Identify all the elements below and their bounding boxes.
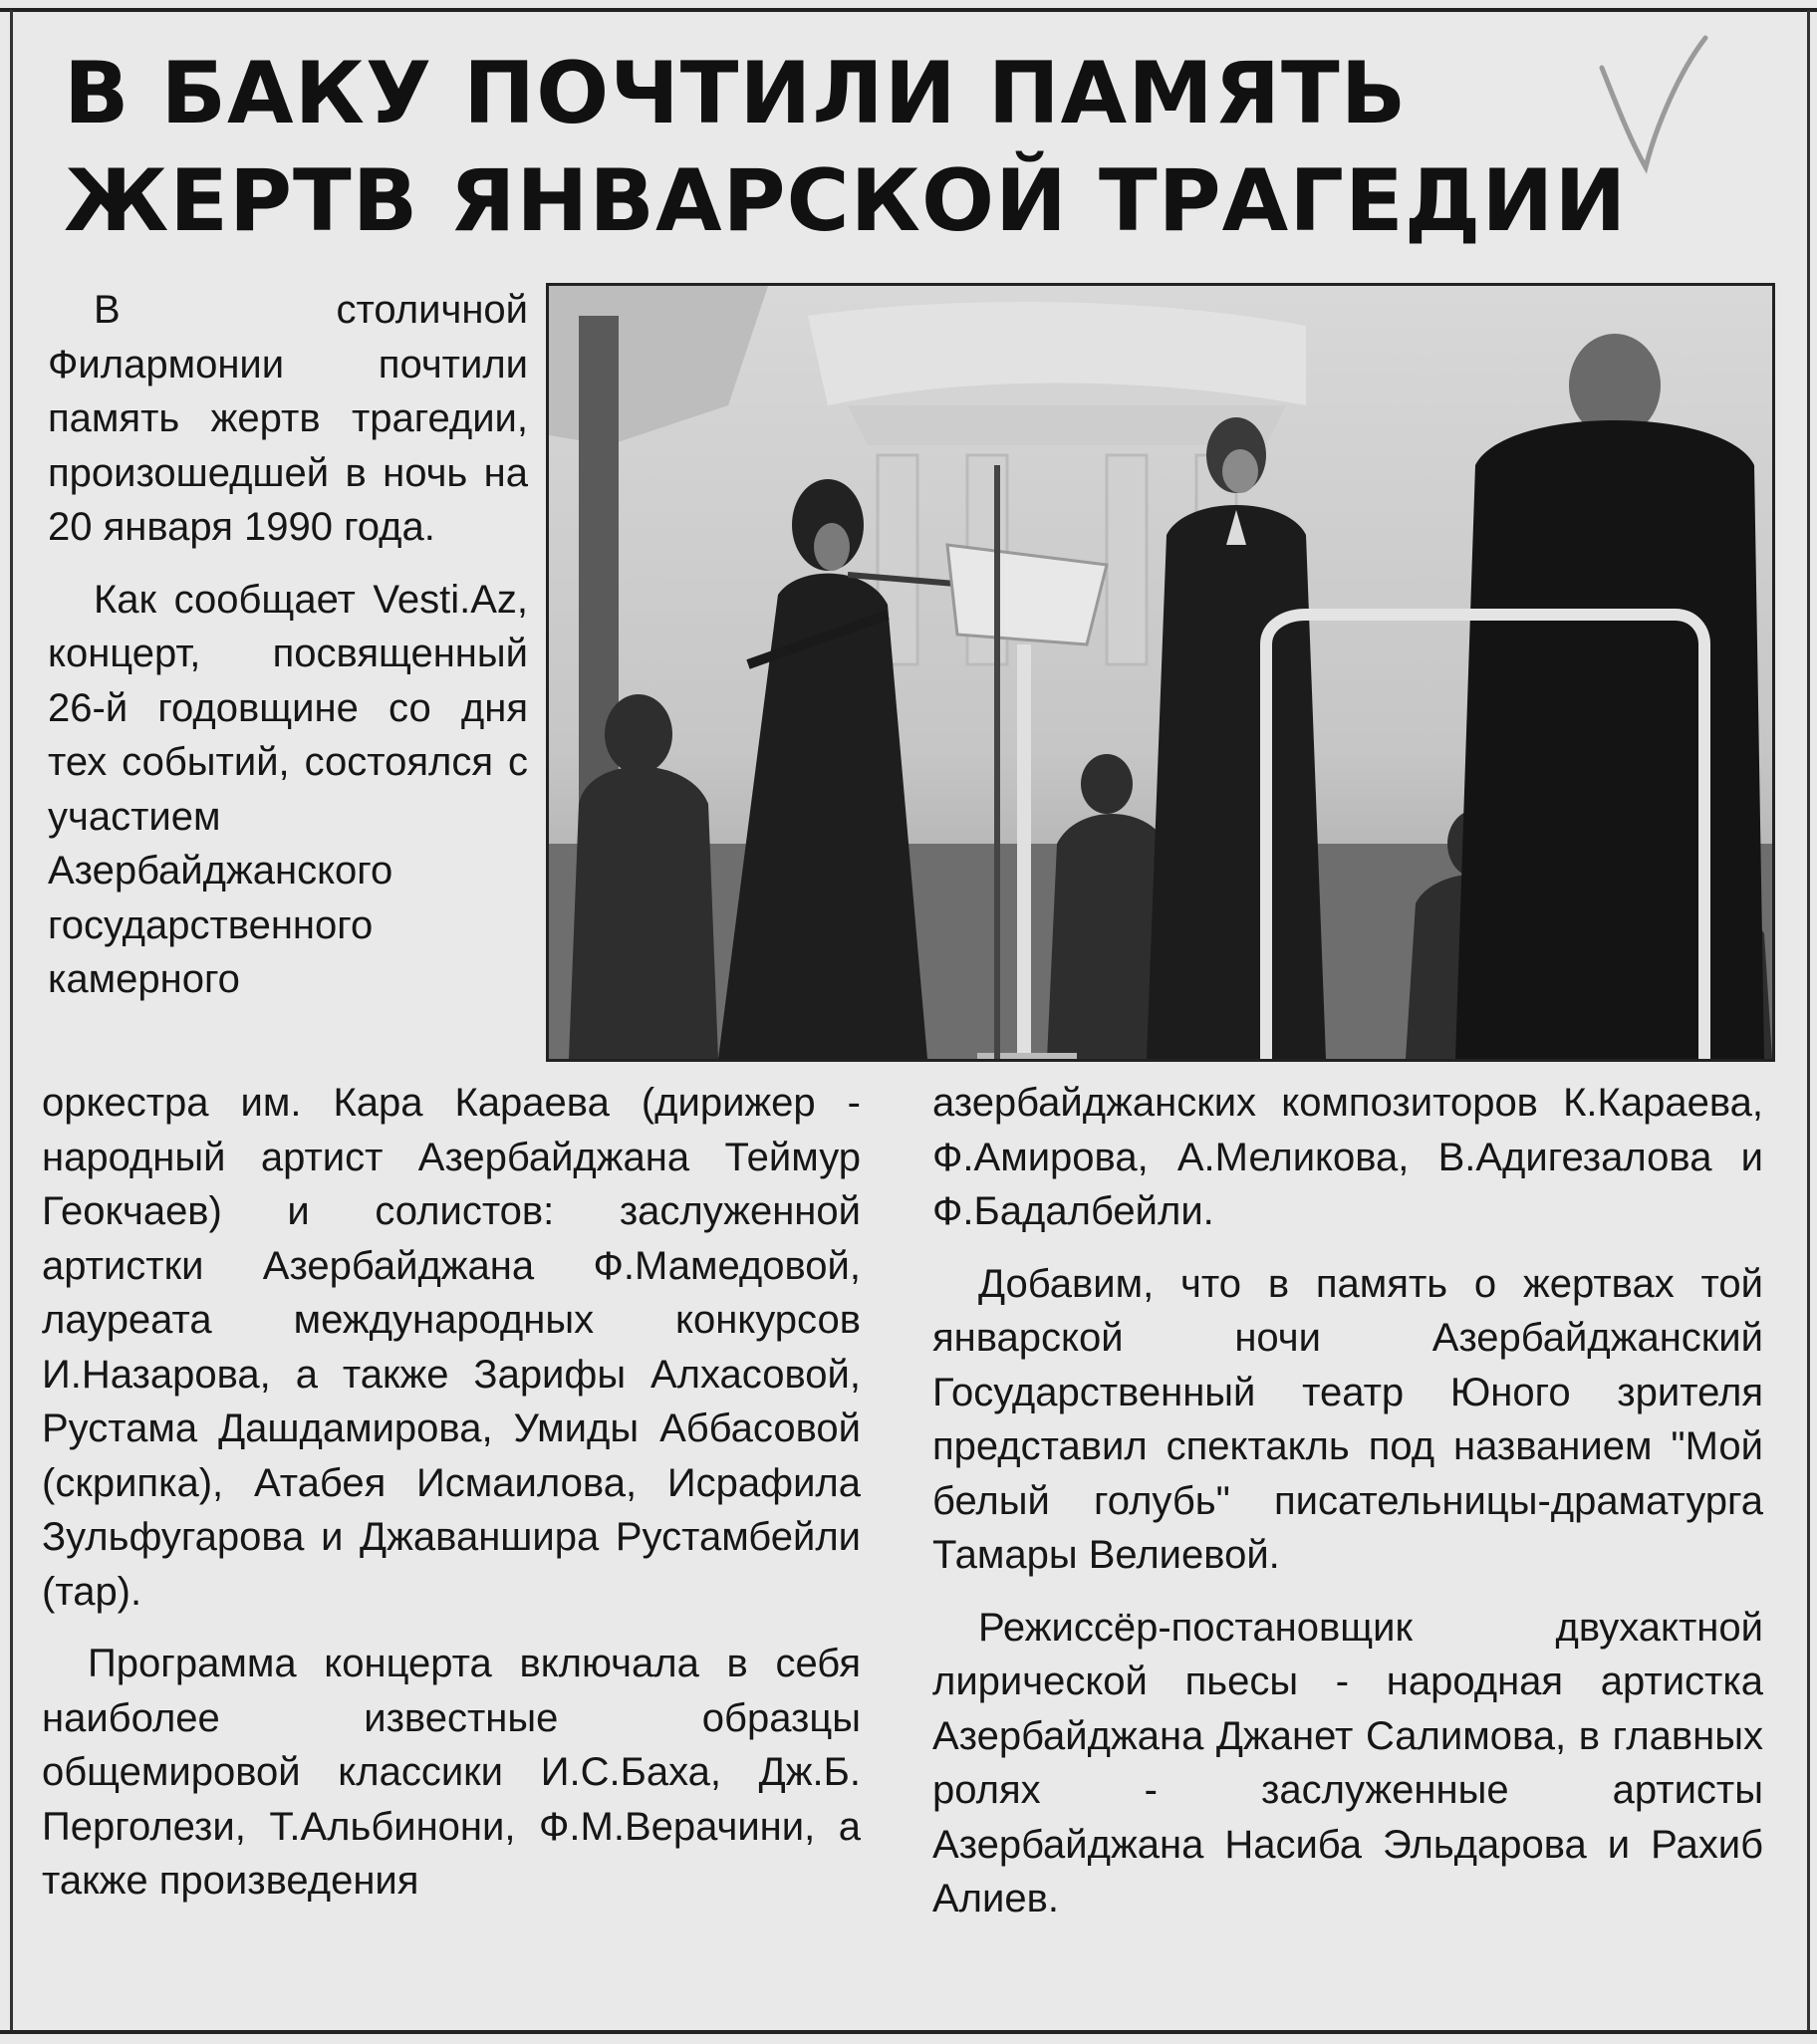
column-left-top [48, 283, 528, 1007]
top-rule [0, 8, 1817, 12]
paragraph-director: Режиссёр-постановщик двухактной лирической пьесы - народная артистка Азербайджана Джанет Салимова, в главных ролях - заслуженные артисты Азербайджана Насиба Эльдарова и Рахиб Алиев. [932, 1605, 1763, 1920]
paragraph-concert-start: Как сообщает Vesti.Az, концерт, посвященный 26-й годовщине со дня тех событий, состоялся с участием Азербайджанского государственного камерного [48, 577, 528, 1001]
paragraph-theatre: Добавим, что в память о жертвах той январской ночи Азербайджанский Государственный театр Юного зрителя представил спектакль под названием "Мой белый голубь" писательницы-драматурга Тамары Велиевой. [932, 1261, 1763, 1577]
left-rule [10, 10, 13, 2032]
concert-photo-illustration [549, 286, 1772, 1059]
pencil-checkmark-icon [1594, 28, 1713, 177]
conductor-figure [1455, 334, 1764, 1059]
paragraph-program: Программа концерта включала в себя наиболее известные образцы общемировой классики И.С.Баха, Дж.Б. Перголези, Т.Альбинони, Ф.М.Верачини, а также произведения [42, 1642, 861, 1903]
headline-line-2: ЖЕРТВ ЯНВАРСКОЙ ТРАГЕДИИ [64, 151, 1628, 251]
paragraph-intro: В столичной Филармонии почтили память жертв трагедии, произошедшей в ночь на 20 января 1990 года. [48, 288, 528, 549]
bottom-rule [0, 2030, 1817, 2034]
column-right-bottom [932, 1076, 1763, 1926]
paragraph-program-continued: азербайджанских композиторов К.Караева, Ф.Амирова, А.Меликова, В.Адигезалова и Ф.Бадалбейли. [932, 1081, 1763, 1233]
column-left-bottom [42, 1076, 861, 1909]
article-headline [64, 40, 1638, 255]
paragraph-concert-continued: оркестра им. Кара Караева (дирижер - народный артист Азербайджана Теймур Геокчаев) и солистов: заслуженной артистки Азербайджана Ф.Мамедовой, лауреата международных конкурсов И.Назарова, а также Зарифы Алхасовой, Рустама Дашдамирова, Умиды Аббасовой (скрипка), Атабея Исмаилова, Исрафила Зульфугарова и Джаваншира Рустамбейли (тар). [42, 1081, 861, 1614]
right-rule [1807, 10, 1810, 2032]
concert-photo [546, 283, 1775, 1062]
headline-line-1: В БАКУ ПОЧТИЛИ ПАМЯТЬ [64, 44, 1408, 143]
